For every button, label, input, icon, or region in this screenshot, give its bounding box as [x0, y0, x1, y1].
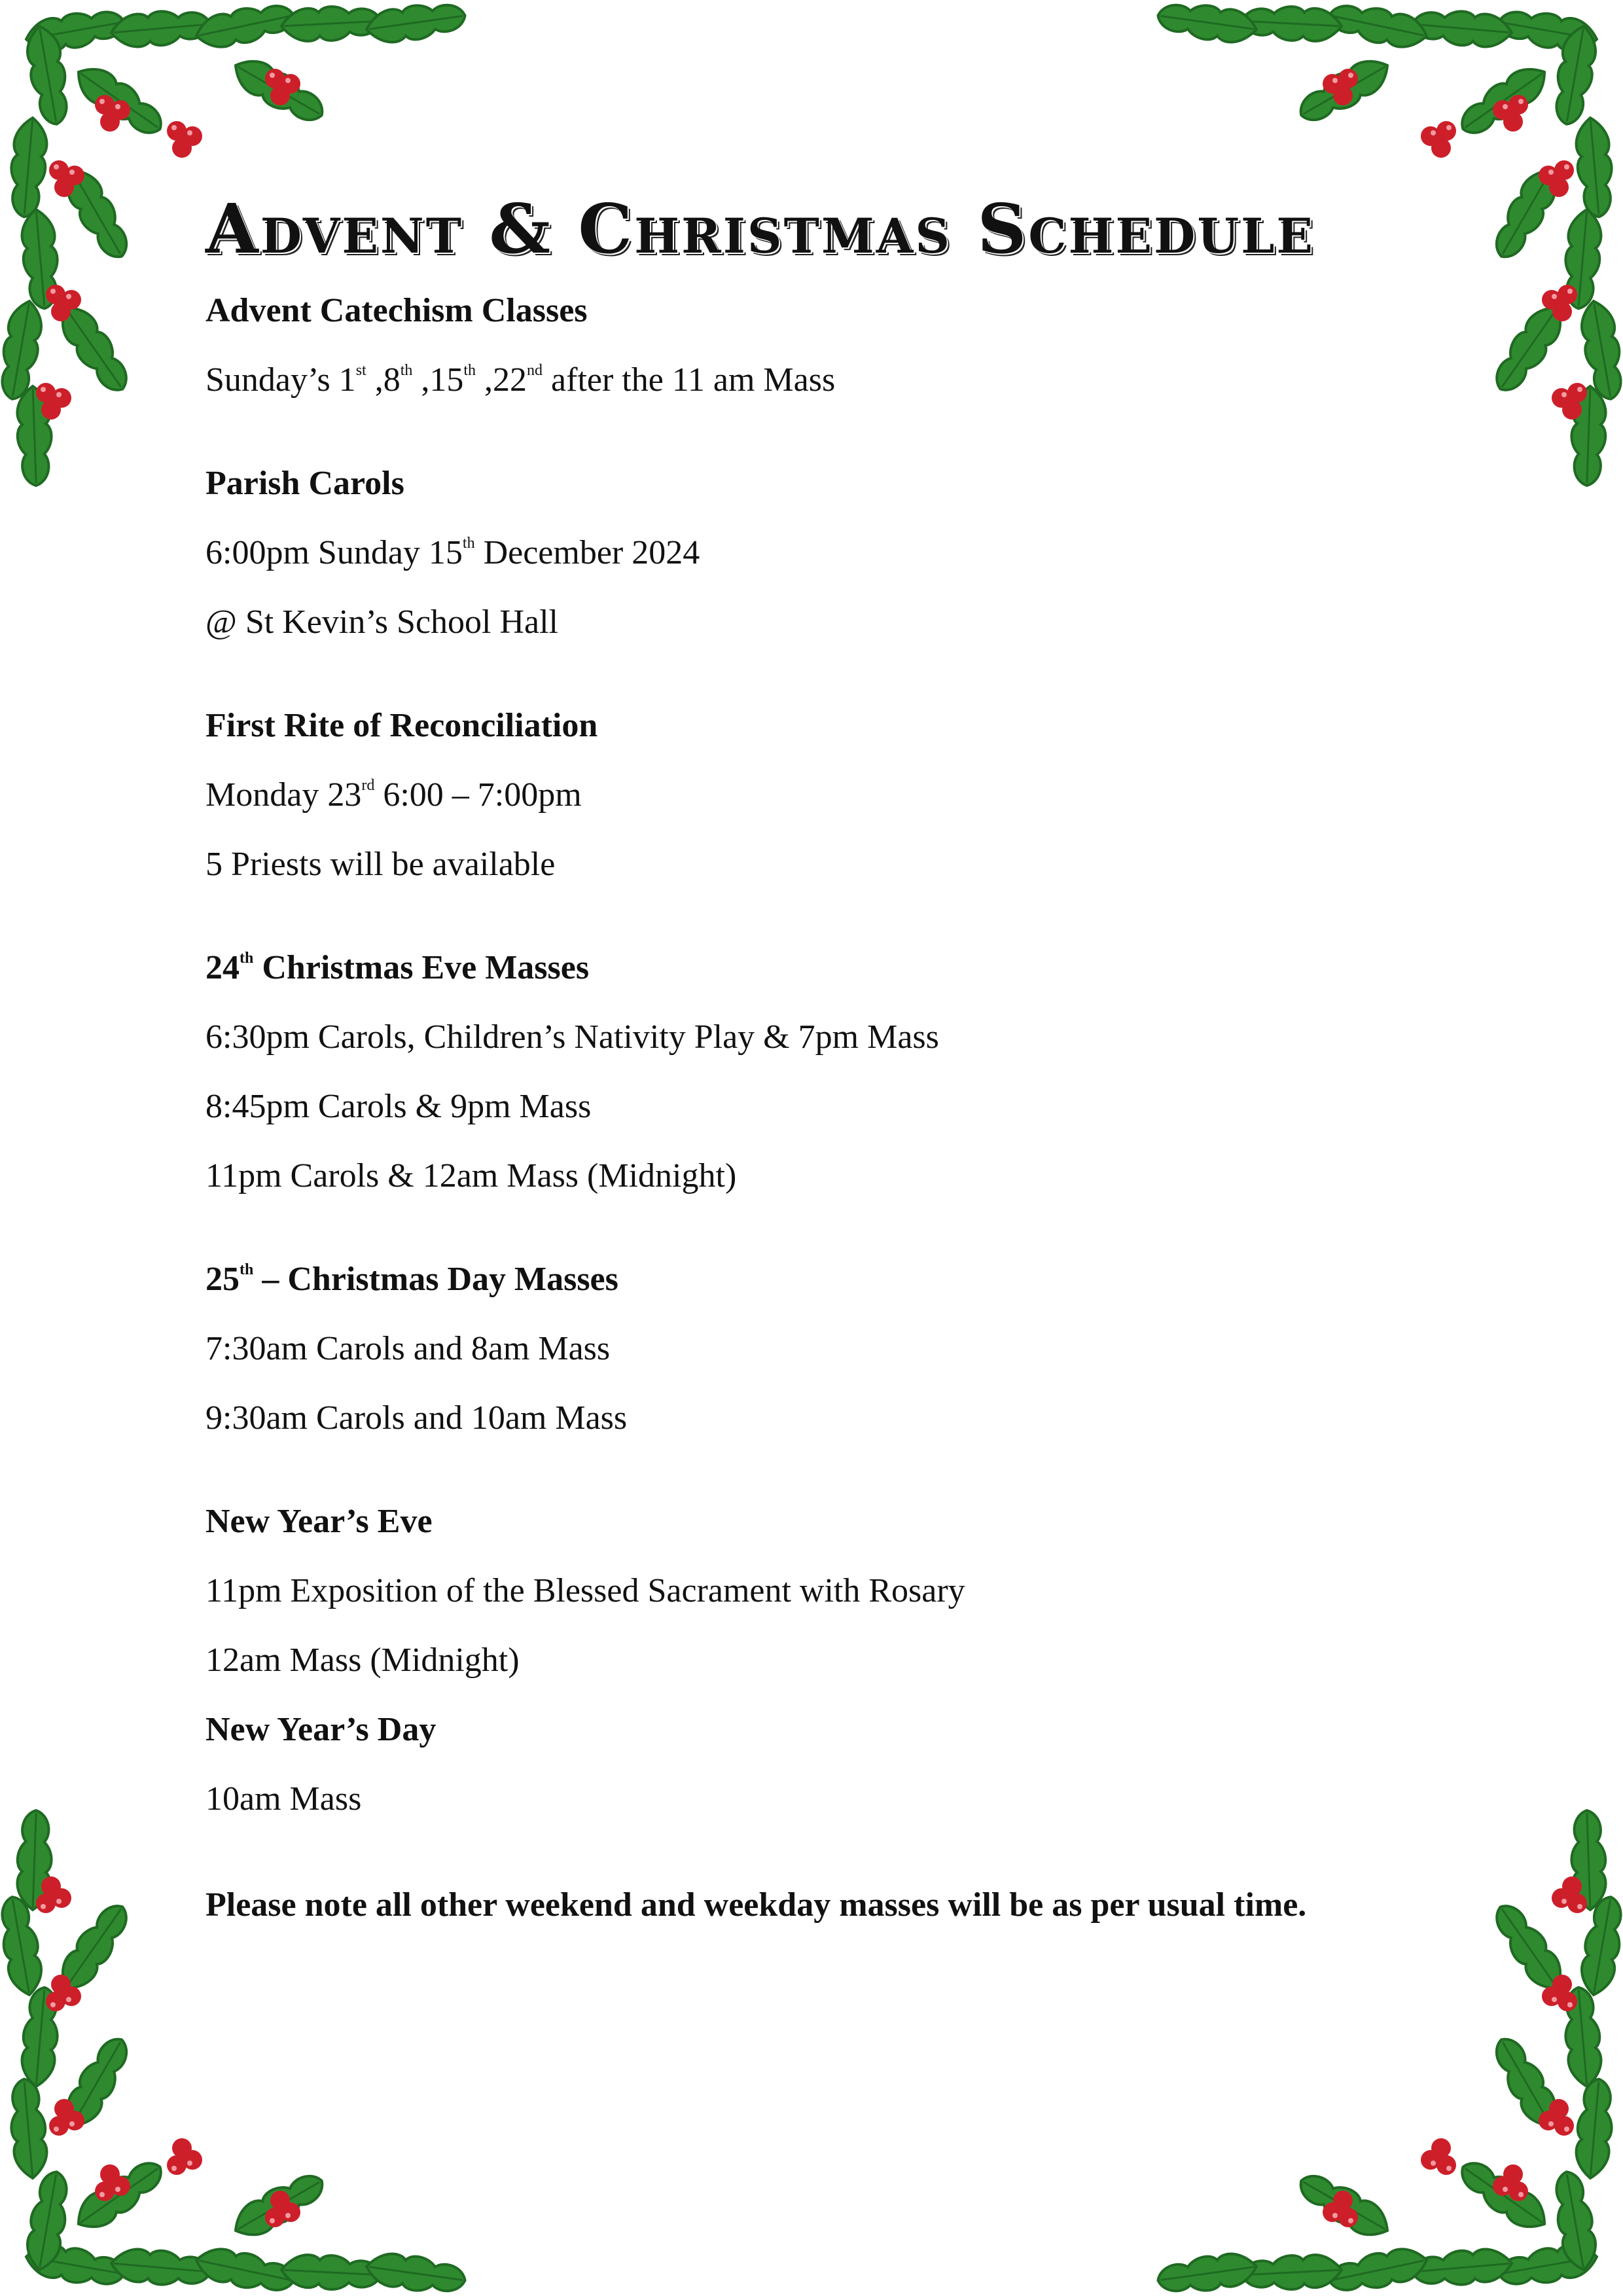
- section-christmas-day: [205, 1263, 1449, 1435]
- list-item: 10am Mass: [205, 1780, 362, 1818]
- list-item: 9:30am Carols and 10am Mass: [205, 1399, 628, 1437]
- section-new-years-day: [205, 1713, 1449, 1816]
- section-heading: New Year’s Day: [205, 1711, 437, 1748]
- schedule-content: [205, 188, 1449, 1958]
- section-heading: 24th Christmas Eve Masses: [205, 949, 590, 986]
- footer-note: Please note all other weekend and weekday masses will be as per usual time.: [205, 1886, 1307, 1924]
- section-heading: First Rite of Reconciliation: [205, 707, 598, 744]
- section-heading: Parish Carols: [205, 465, 404, 502]
- reconciliation-note: 5 Priests will be available: [205, 846, 556, 883]
- section-reconciliation: [205, 709, 1449, 882]
- list-item: 7:30am Carols and 8am Mass: [205, 1330, 611, 1367]
- list-item: 11pm Carols & 12am Mass (Midnight): [205, 1157, 737, 1194]
- list-item: 8:45pm Carols & 9pm Mass: [205, 1088, 592, 1125]
- section-heading: New Year’s Eve: [205, 1503, 433, 1540]
- section-heading: Advent Catechism Classes: [205, 292, 588, 329]
- list-item: 6:30pm Carols, Children’s Nativity Play & 7pm Mass: [205, 1018, 939, 1056]
- list-item: 12am Mass (Midnight): [205, 1641, 520, 1679]
- list-item: 11pm Exposition of the Blessed Sacrament with Rosary: [205, 1572, 965, 1609]
- reconciliation-time: Monday 23rd 6:00 – 7:00pm: [205, 776, 582, 814]
- carols-venue: @ St Kevin’s School Hall: [205, 603, 558, 641]
- catechism-dates: Sunday’s 1st ,8th ,15th ,22nd after the 11 am Mass: [205, 361, 836, 399]
- carols-date: 6:00pm Sunday 15th December 2024: [205, 534, 700, 571]
- section-carols: [205, 467, 1449, 639]
- page-title: Advent & Christmas Schedule: [205, 188, 1315, 269]
- section-christmas-eve: [205, 951, 1449, 1193]
- section-catechism: [205, 294, 1449, 397]
- section-new-years-eve: [205, 1505, 1449, 1677]
- section-heading: 25th – Christmas Day Masses: [205, 1261, 618, 1298]
